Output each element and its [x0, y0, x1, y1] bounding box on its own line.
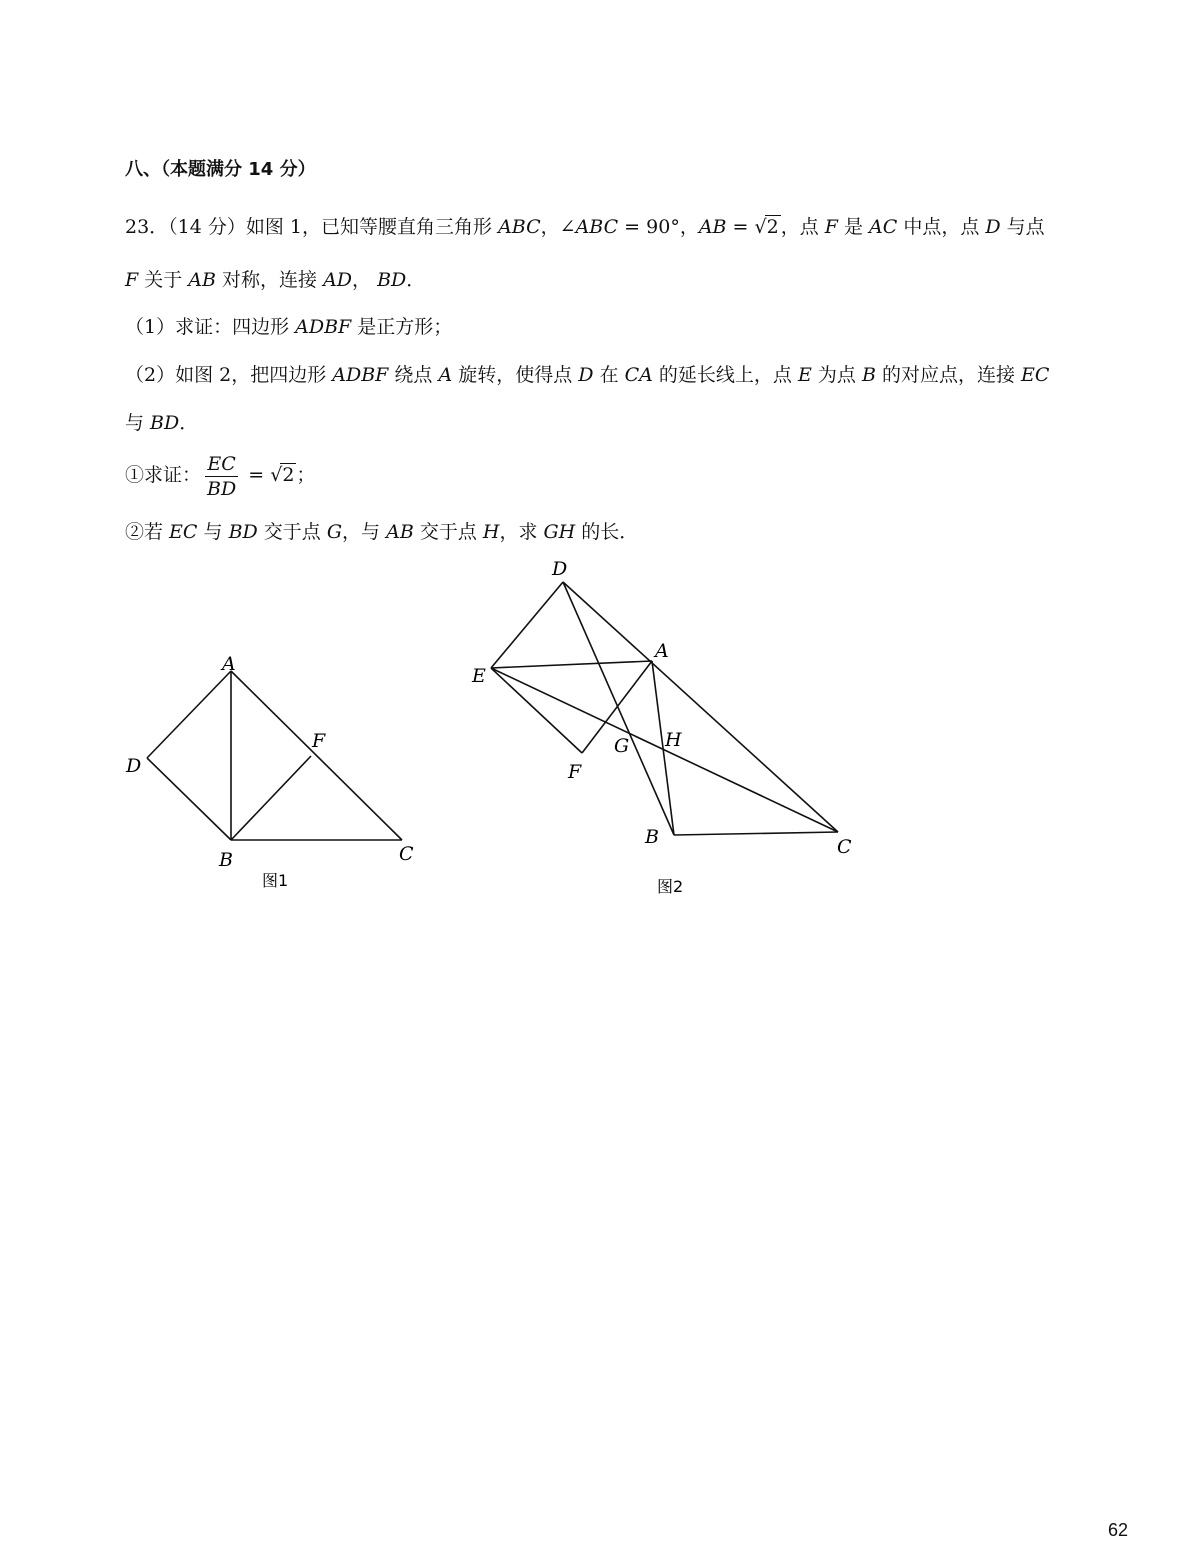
math-var: AC: [869, 216, 898, 238]
math-var: AB: [188, 269, 216, 291]
text: 交于点: [413, 521, 483, 543]
text: ，与: [342, 521, 387, 543]
label-b: B: [645, 826, 659, 848]
fraction-denominator: BD: [207, 477, 237, 500]
math-var: A: [438, 364, 453, 386]
math-var: F: [125, 269, 139, 291]
math-var: ABC: [575, 216, 619, 238]
math-var: CA: [624, 364, 653, 386]
text: （2）如图 2，把四边形: [125, 364, 333, 386]
text: 绕点: [388, 364, 439, 386]
text: 是正方形；: [351, 316, 453, 338]
text: 是: [837, 216, 870, 238]
math-var: BD: [150, 412, 180, 434]
label-b: B: [219, 849, 233, 871]
math-var: AB: [386, 521, 414, 543]
text: ．: [179, 412, 199, 434]
label-a: A: [655, 640, 669, 662]
label-f: F: [312, 730, 326, 752]
math-var: EC: [1021, 364, 1050, 386]
math-var: ADBF: [332, 364, 389, 386]
text: ；: [296, 464, 316, 486]
label-a: A: [222, 653, 236, 675]
text: 23．（14 分）如图 1，已知等腰直角三角形: [125, 216, 499, 238]
text: 对称，连接: [215, 269, 324, 291]
math-var: ABC: [498, 216, 541, 238]
text: =: [726, 216, 755, 238]
sqrt-radicand: 2: [282, 464, 295, 486]
text: 在: [593, 364, 625, 386]
text: ．: [406, 269, 426, 291]
math-var: D: [985, 216, 1001, 238]
label-h: H: [665, 729, 682, 751]
sqrt-expression: √2: [270, 464, 295, 486]
math-var: AD: [323, 269, 353, 291]
math-var: BD: [228, 521, 258, 543]
math-var: BD: [377, 269, 407, 291]
text: ，∠: [540, 216, 576, 238]
math-var: AB: [698, 216, 727, 238]
text: ①求证：: [125, 464, 202, 486]
text: =: [242, 464, 271, 486]
label-g: G: [614, 735, 630, 757]
text: = 90°，: [618, 216, 699, 238]
math-var: H: [482, 521, 500, 543]
text: 的长．: [575, 521, 639, 543]
label-f: F: [568, 761, 582, 783]
figure-1-caption: 图1: [262, 871, 289, 890]
text: ，: [352, 269, 378, 291]
text: 的延长线上，点: [652, 364, 798, 386]
section-title: 八、（本题满分 14 分）: [125, 159, 316, 180]
text: 中点，点: [897, 216, 986, 238]
text: 与点: [1000, 216, 1045, 238]
label-d: D: [126, 755, 142, 777]
segment-bc: [674, 832, 838, 835]
math-var: ADBF: [295, 316, 352, 338]
text: 交于点: [257, 521, 327, 543]
label-c: C: [399, 843, 414, 865]
math-var: F: [824, 216, 838, 238]
math-var: EC: [169, 521, 198, 543]
segment-ea: [491, 661, 652, 668]
math-var: GH: [543, 521, 576, 543]
figure-2-caption: 图2: [657, 877, 684, 896]
page-number: 62: [1108, 1520, 1129, 1540]
text: ，求: [499, 521, 544, 543]
segment-dc: [563, 582, 838, 832]
segment-de: [491, 582, 563, 668]
label-e: E: [472, 665, 486, 687]
text: 旋转，使得点: [452, 364, 579, 386]
text: 为点: [811, 364, 862, 386]
text: （1）求证：四边形: [125, 316, 296, 338]
math-var: D: [578, 364, 594, 386]
text: 关于: [138, 269, 189, 291]
sqrt-expression: √2: [754, 216, 779, 238]
segment-ef: [491, 668, 582, 753]
text: ②若: [125, 521, 170, 543]
text: ，点: [780, 216, 825, 238]
label-c: C: [837, 836, 852, 858]
math-var: G: [326, 521, 343, 543]
fraction-numerator: EC: [205, 452, 238, 477]
label-d: D: [552, 558, 568, 580]
math-var: E: [797, 364, 812, 386]
text: 与: [125, 412, 151, 434]
text: 的对应点，连接: [875, 364, 1022, 386]
text: 与: [197, 521, 229, 543]
sqrt-radicand: 2: [766, 216, 779, 238]
math-var: B: [861, 364, 876, 386]
